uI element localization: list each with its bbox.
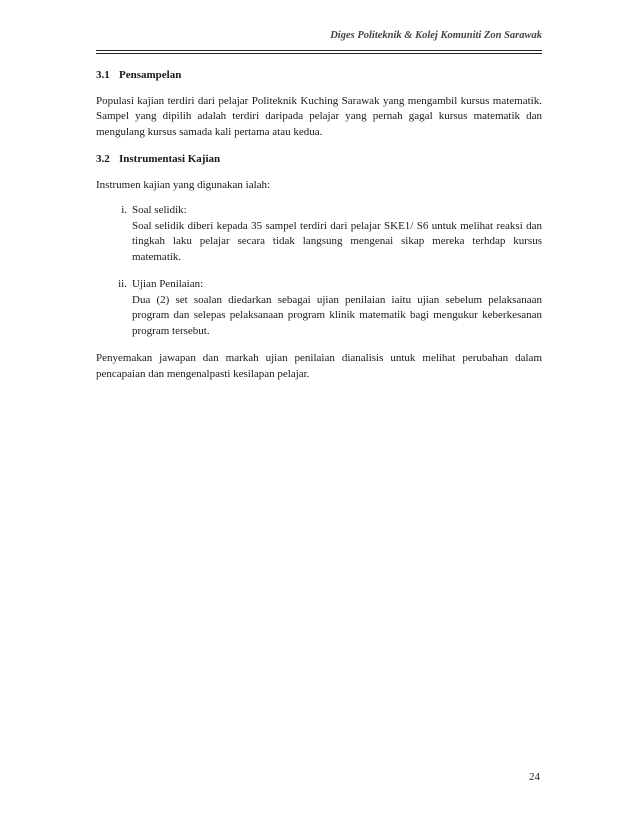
section-heading-3-1 [96,68,542,84]
list-item-title: Ujian Penilaian: [132,278,204,290]
running-header-title: Diges Politeknik & Kolej Komuniti Zon Sarawak [330,30,542,41]
list-marker: i. [121,204,127,216]
list-item-body: Soal selidik diberi kepada 35 sampel terdiri dari pelajar SKE1/ S6 untuk melihat reaksi dan tingkah laku pelajar secara tidak langsung mengenai sikap mereka terhdap kursus matematik. [132,219,542,263]
instrument-list [96,203,542,339]
header-double-rule [96,50,542,54]
section-closing-paragraph: Penyemakan jawapan dan markah ujian penilaian dianalisis untuk melihat perubahan dalam pencapaian dan mengenalpasti kesilapan pelajar. [96,352,542,380]
page-number: 24 [529,771,540,783]
section-intro: Instrumen kajian yang digunakan ialah: [96,178,271,191]
section-number: 3.2 [96,153,110,165]
list-item [96,203,542,265]
section-title: Instrumentasi Kajian [119,153,221,165]
list-item-body: Dua (2) set soalan diedarkan sebagai ujian penilaian iaitu ujian sebelum pelaksanaan program dan selepas pelaksanaan program klinik matematik bagi mengukur keberkesanan program tersebut. [132,293,542,337]
section-number: 3.1 [96,69,110,81]
list-marker: ii. [118,278,127,290]
section-heading-3-2 [96,152,542,168]
page-content [96,68,542,394]
list-item [96,277,542,339]
list-item-title: Soal selidik: [132,204,187,216]
section-title: Pensampelan [119,69,182,81]
section-paragraph-pensampelan: Populasi kajian terdiri dari pelajar Politeknik Kuching Sarawak yang mengambil kursus matematik. Sampel yang dipilih adalah terdiri daripada pelajar yang pernah gagal kursus matematik dan mengulang kursus samada kali pertama atau kedua. [96,94,542,138]
